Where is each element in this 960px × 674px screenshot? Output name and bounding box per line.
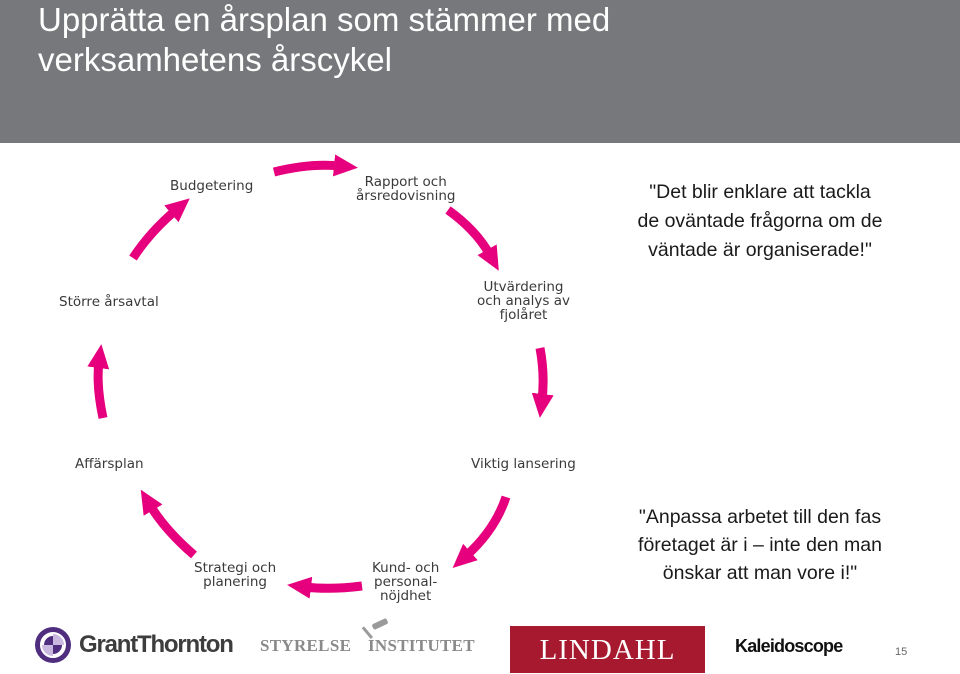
quote-line: företaget är i – inte den man: [638, 534, 882, 556]
grant-thornton-emblem-icon: [33, 625, 73, 665]
grant-thornton-logo: [33, 625, 238, 665]
cycle-arrow-launch-to-satisfaction: [466, 497, 506, 556]
cycle-step-label: och analys av: [477, 293, 570, 309]
cycle-arrow-evaluation-to-launch: [540, 348, 543, 400]
page-number: 15: [895, 646, 908, 658]
cycle-step-label: personal-: [374, 574, 438, 590]
cycle-arrow-budget-to-report: [274, 165, 340, 172]
quote-line: de oväntade frågorna om de: [637, 210, 883, 232]
cycle-step-label: Kund- och: [372, 560, 440, 576]
quote-line: väntade är organiserade!": [648, 239, 872, 261]
institutet-wordmark: INSTITUTET: [368, 636, 475, 655]
styrelse-wordmark: STYRELSE: [260, 636, 352, 655]
cycle-step-label: Affärsplan: [75, 456, 144, 472]
quote-organized: [600, 178, 920, 265]
cycle-step-launch: [471, 457, 576, 471]
cycle-step-label: Rapport och: [364, 174, 447, 190]
cycle-step-budgeting: [170, 179, 253, 193]
cycle-step-label: Större årsavtal: [59, 294, 159, 310]
cycle-step-label: planering: [203, 574, 268, 590]
kaleidoscope-wordmark: Kaleidoscope: [735, 636, 843, 656]
cycle-step-label: Utvärdering: [483, 279, 564, 295]
quote-line: önskar att man vore i!": [662, 562, 858, 584]
lindahl-logo: [510, 626, 705, 673]
cycle-arrow-satisfaction-to-strategy: [305, 586, 362, 588]
lindahl-wordmark: LINDAHL: [539, 634, 676, 666]
slide-title-line-2: verksamhetens årscykel: [38, 41, 392, 78]
cycle-step-label: Viktig lansering: [471, 456, 576, 472]
quote-line: "Anpassa arbetet till den fas: [638, 506, 882, 528]
cycle-step-label: Budgetering: [170, 178, 254, 194]
kaleidoscope-logo: [735, 636, 865, 662]
cycle-arrow-contracts-to-budget: [133, 210, 176, 258]
cycle-step-evaluation: [477, 280, 570, 322]
slide-title: [38, 0, 610, 80]
cycle-step-satisfaction: [372, 561, 439, 603]
cycle-arrow-businessplan-to-contracts: [98, 362, 103, 418]
cycle-arrow-strategy-to-businessplan: [150, 505, 194, 555]
cycle-arrow-report-to-evaluation: [448, 210, 490, 255]
quote-line: "Det blir enklare att tackla: [649, 181, 871, 203]
title-bar: [0, 0, 960, 143]
cycle-step-label: Strategi och: [194, 560, 277, 576]
quote-adapt: [600, 503, 920, 587]
grant-thornton-wordmark: GrantThornton: [79, 631, 233, 658]
cycle-step-label: årsredovisning: [356, 188, 456, 204]
cycle-step-business-plan: [75, 457, 144, 471]
cycle-step-annual-contracts: [59, 295, 159, 309]
cycle-step-label: fjolåret: [499, 307, 548, 323]
cycle-step-label: nöjdhet: [379, 588, 432, 604]
styrelseinstitutet-logo: [260, 618, 488, 660]
cycle-step-strategy: [194, 561, 276, 589]
slide-title-line-1: Upprätta en årsplan som stämmer med: [38, 1, 611, 38]
cycle-step-report: [356, 175, 455, 203]
